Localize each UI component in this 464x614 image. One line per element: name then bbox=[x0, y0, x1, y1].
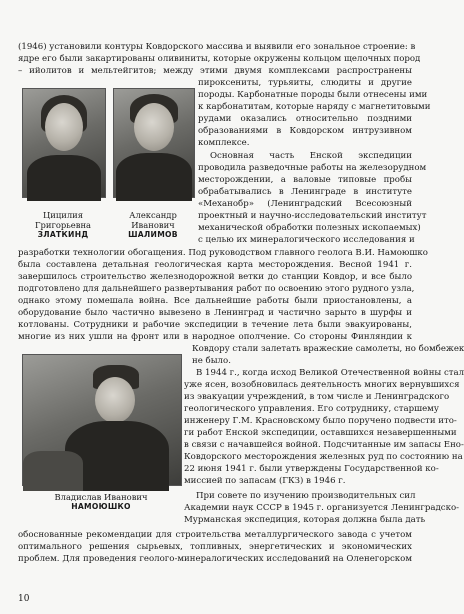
text-line: котлованы. Сотрудники и рабочие экспедиции в течение лета были эвакуированы, bbox=[18, 320, 412, 330]
caption-patronymic: Григорьевна bbox=[34, 220, 92, 230]
text-line: подготовлено для дальнейшего развертывания работ по освоению этого рудного узла, bbox=[18, 284, 415, 294]
caption-surname: НАМОЮШКО bbox=[71, 502, 131, 511]
text-line: обоснованные рекомендации для строительства металлургического завода с учетом bbox=[18, 530, 412, 540]
text-line: однако этому помешала война. Все дальнейшие работы были приостановлены, а bbox=[18, 296, 412, 306]
text-line: В 1944 г., когда исход Великой Отечественной войны стал bbox=[196, 368, 464, 378]
text-line: в связи с начавшейся войной. Подсчитанные им запасы Ено- bbox=[184, 440, 464, 450]
caption-surname: ЗЛАТКИНД bbox=[37, 230, 89, 239]
text-line: – ийолитов и мельтейгитов; между этими двумя комплексами распространены bbox=[18, 66, 412, 76]
photo-caption-zlatkind bbox=[14, 210, 112, 240]
text-line: Мурманская экспедиция, которая должна была дать bbox=[184, 515, 426, 525]
text-line: (1946) установили контуры Ковдорского массива и выявили его зональное строение: в bbox=[18, 42, 416, 52]
text-line: уже ясен, возобновилась деятельность многих вернувшихся bbox=[184, 380, 460, 390]
text-line: не было. bbox=[192, 356, 231, 366]
text-line: оборудование было частично вывезено в Ленинград и частично зарыто в шурфы и bbox=[18, 308, 412, 318]
text-line: была составлена детальная геологическая карта месторождения. Весной 1941 г. bbox=[18, 260, 412, 270]
text-line: инженеру Г.М. Красновскому было поручено подвести ито- bbox=[184, 416, 457, 426]
text-line: завершилось строительство железнодорожной ветки до станции Ковдор, и все было bbox=[18, 272, 412, 282]
text-line: «Механобр» (Ленинградский Всесоюзный bbox=[198, 199, 412, 209]
text-line: ядре его были закартированы оливиниты, которые окружены кольцом щелочных пород bbox=[18, 54, 421, 64]
portrait-photo-namoyushko bbox=[22, 354, 182, 486]
caption-given-name: Цицилия bbox=[42, 210, 84, 220]
text-line: проектный и научно-исследовательский институт bbox=[198, 211, 427, 221]
text-line: пироксениты, турьяиты, слюдиты и другие bbox=[198, 78, 412, 88]
text-line: обрабатывались в Ленинграде в институте bbox=[198, 187, 412, 197]
text-line: образованиями в Ковдорском интрузивном bbox=[198, 126, 412, 136]
text-line: механической обработки полезных ископаемых) bbox=[198, 223, 421, 233]
text-line: При совете по изучению производительных сил bbox=[196, 491, 416, 501]
text-line: рудами оказались относительно поздними bbox=[198, 114, 412, 124]
caption-full-name: Владислав Иванович bbox=[54, 492, 148, 502]
caption-patronymic: Иванович bbox=[131, 220, 175, 230]
text-line: ги работ Енской экспедиции, оставшихся незавершенными bbox=[184, 428, 457, 438]
text-line: оптимального решения сырьевых, топливных, энергетических и экономических bbox=[18, 542, 412, 552]
text-line: с целью их минералогического исследования и bbox=[198, 235, 415, 245]
text-line: Академии наук СССР в 1945 г. организуется Ленинградско- bbox=[184, 503, 460, 513]
text-line: из эвакуации учреждений, в том числе и Ленинградского bbox=[184, 392, 450, 402]
text-line: миссией по запасам (ГКЗ) в 1946 г. bbox=[184, 476, 346, 486]
text-line: породы. Карбонатные породы были отнесены ими bbox=[198, 90, 428, 100]
text-line: 22 июня 1941 г. были утверждены Государственной ко- bbox=[184, 464, 439, 474]
text-line: комплексе. bbox=[198, 138, 250, 148]
text-line: проблем. Для проведения геолого-минералогических исследований на Оленегорском bbox=[18, 554, 412, 564]
photo-caption-namoyushko bbox=[22, 492, 180, 512]
text-line: Ковдору стали залетать вражеские самолеты, но бомбежек bbox=[192, 344, 464, 354]
text-line: разработки технологии обогащения. Под руководством главного геолога В.И. Намоюшко bbox=[18, 248, 428, 258]
page-number: 10 bbox=[18, 594, 30, 604]
text-line: к карбонатитам, которые наряду с магнетитовыми bbox=[198, 102, 431, 112]
text-line: месторождении, а валовые типовые пробы bbox=[198, 175, 412, 185]
photo-caption-shalimov bbox=[104, 210, 202, 240]
text-line: проводила разведочные работы на железорудном bbox=[198, 163, 427, 173]
portrait-photo-zlatkind bbox=[22, 88, 106, 198]
text-line: многие из них ушли на фронт или в народное ополчение. Со стороны Финляндии к bbox=[18, 332, 412, 342]
text-line: геологического управления. Его сотруднику, старшему bbox=[184, 404, 439, 414]
portrait-photo-shalimov bbox=[113, 88, 195, 198]
text-line: Ковдорского месторождения железных руд по состоянию на bbox=[184, 452, 463, 462]
caption-given-name: Александр bbox=[129, 210, 177, 220]
caption-surname: ШАЛИМОВ bbox=[128, 230, 178, 239]
text-line: Основная часть Енской экспедиции bbox=[210, 151, 412, 161]
